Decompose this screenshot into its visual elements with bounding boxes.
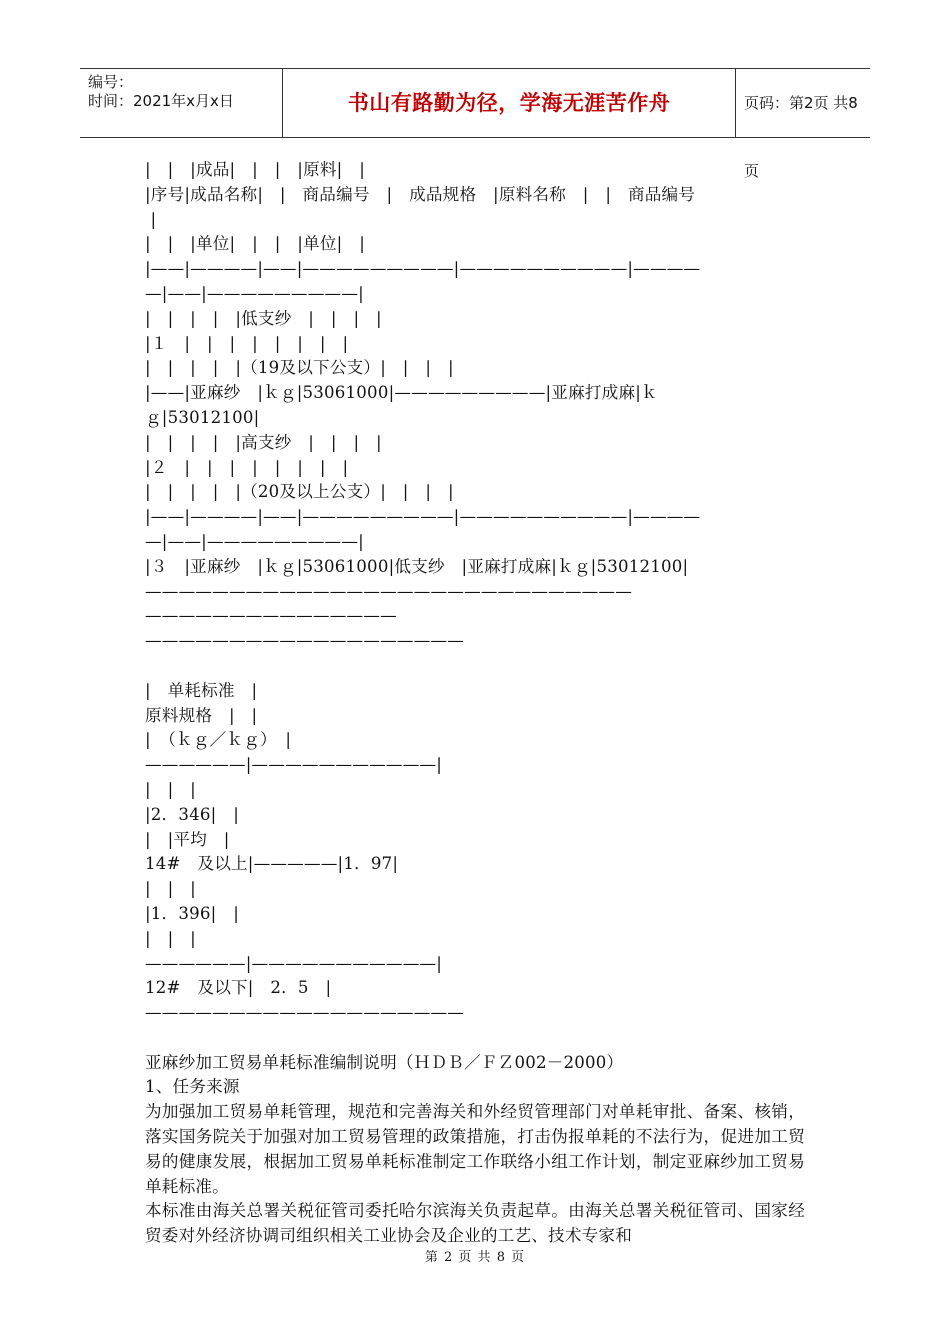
table-line: | | | | |（20及以上公支）| | | | [145, 482, 454, 502]
table-line: —|——|—————————| [145, 531, 364, 551]
table-line: | | |成品| | | |原料| | [145, 160, 366, 179]
table-line: | 单耗标准 | [145, 680, 258, 700]
explanation-title: 亚麻纱加工贸易单耗标准编制说明（ＨＤＢ／ＦＺ002－2000） [145, 1052, 624, 1072]
header-page-cell [736, 69, 870, 180]
table-line: ————————————————————————————— [145, 581, 633, 601]
paragraph-drafting: 本标准由海关总署关税征管司委托哈尔滨海关负责起草。由海关总署关税征管司、国家经贸委对外经济协调司组织相关工业协会及企业的工艺、技术专家和 [145, 1201, 805, 1246]
table-line: 14# 及以上|—————|1．97| [145, 854, 399, 874]
table-line: |2．346| | [145, 804, 239, 824]
table-line: |３ |亚麻纱 |ｋｇ|53061000|低支纱 |亚麻打成麻|ｋｇ|53012100| [145, 556, 689, 576]
table-line: | | | | |高支纱 | | | | [145, 432, 382, 452]
document-number-label: 编号： [88, 73, 134, 91]
table-line: |２ | | | | | | | | [145, 457, 349, 477]
paragraph-task-source: 为加强加工贸易单耗管理，规范和完善海关和外经贸管理部门对单耗审批、备案、核销，落实国务院关于加强对加工贸易管理的政策措施，打击伪报单耗的不法行为，促进加工贸易的健康发展，根据加工贸易单耗标准制定工作联络小组工作计划，制定亚麻纱加工贸易单耗标准。 [145, 1102, 805, 1196]
table-line: | | | [145, 779, 196, 799]
table-line: | | | [145, 928, 196, 948]
table-line: ——————|———————————| [145, 953, 443, 973]
table-line: 原料规格 | | [145, 705, 258, 725]
table-line: ｇ|53012100| [145, 407, 260, 427]
section-heading-task-source: 1、任务来源 [145, 1077, 240, 1097]
table-line: ——————————————— [145, 606, 397, 626]
table-line: —|——|—————————| [145, 283, 364, 303]
table-line [145, 1026, 805, 1051]
table-line: | | | | |（19及以下公支）| | | | [145, 358, 454, 378]
table-line: | [145, 209, 157, 229]
table-line: |1．396| | [145, 903, 239, 923]
table-line: |——|————|——|—————————|——————————|———— [145, 259, 701, 279]
table-line [145, 654, 805, 679]
table-line: |——|亚麻纱 |ｋｇ|53061000|—————————|亚麻打成麻|ｋ [145, 383, 658, 403]
table-line: |——|————|——|—————————|——————————|———— [145, 507, 701, 527]
table-line: ——————————————————— [145, 631, 465, 651]
table-line: | | | | |低支纱 | | | | [145, 308, 382, 328]
header-motto-cell [283, 69, 736, 137]
document-time-label: 时间：2021年x月x日 [88, 92, 234, 110]
header-page-info: 页码：第2页 共8页 [744, 94, 858, 180]
header-meta [80, 69, 283, 137]
document-body [145, 158, 805, 1249]
table-line: |１ | | | | | | | | [145, 333, 349, 353]
table-line: | |平均 | [145, 829, 230, 849]
header-motto: 书山有路勤为径，学海无涯苦作舟 [347, 91, 671, 115]
page-footer: 第 2 页 共 8 页 [424, 1250, 526, 1265]
table-line: | | | [145, 879, 196, 899]
table-line: |序号|成品名称| | 商品编号 | 成品规格 |原料名称 | | 商品编号 [145, 184, 696, 204]
table-line: | （ｋｇ／ｋｇ） | [145, 730, 292, 750]
table-line: | | |单位| | | |单位| | [145, 234, 366, 254]
table-line: ——————————————————— [145, 1003, 465, 1023]
table-line: ——————|———————————| [145, 755, 443, 775]
ascii-table [145, 158, 805, 1051]
table-line: 12# 及以下| 2．5 | [145, 978, 332, 998]
